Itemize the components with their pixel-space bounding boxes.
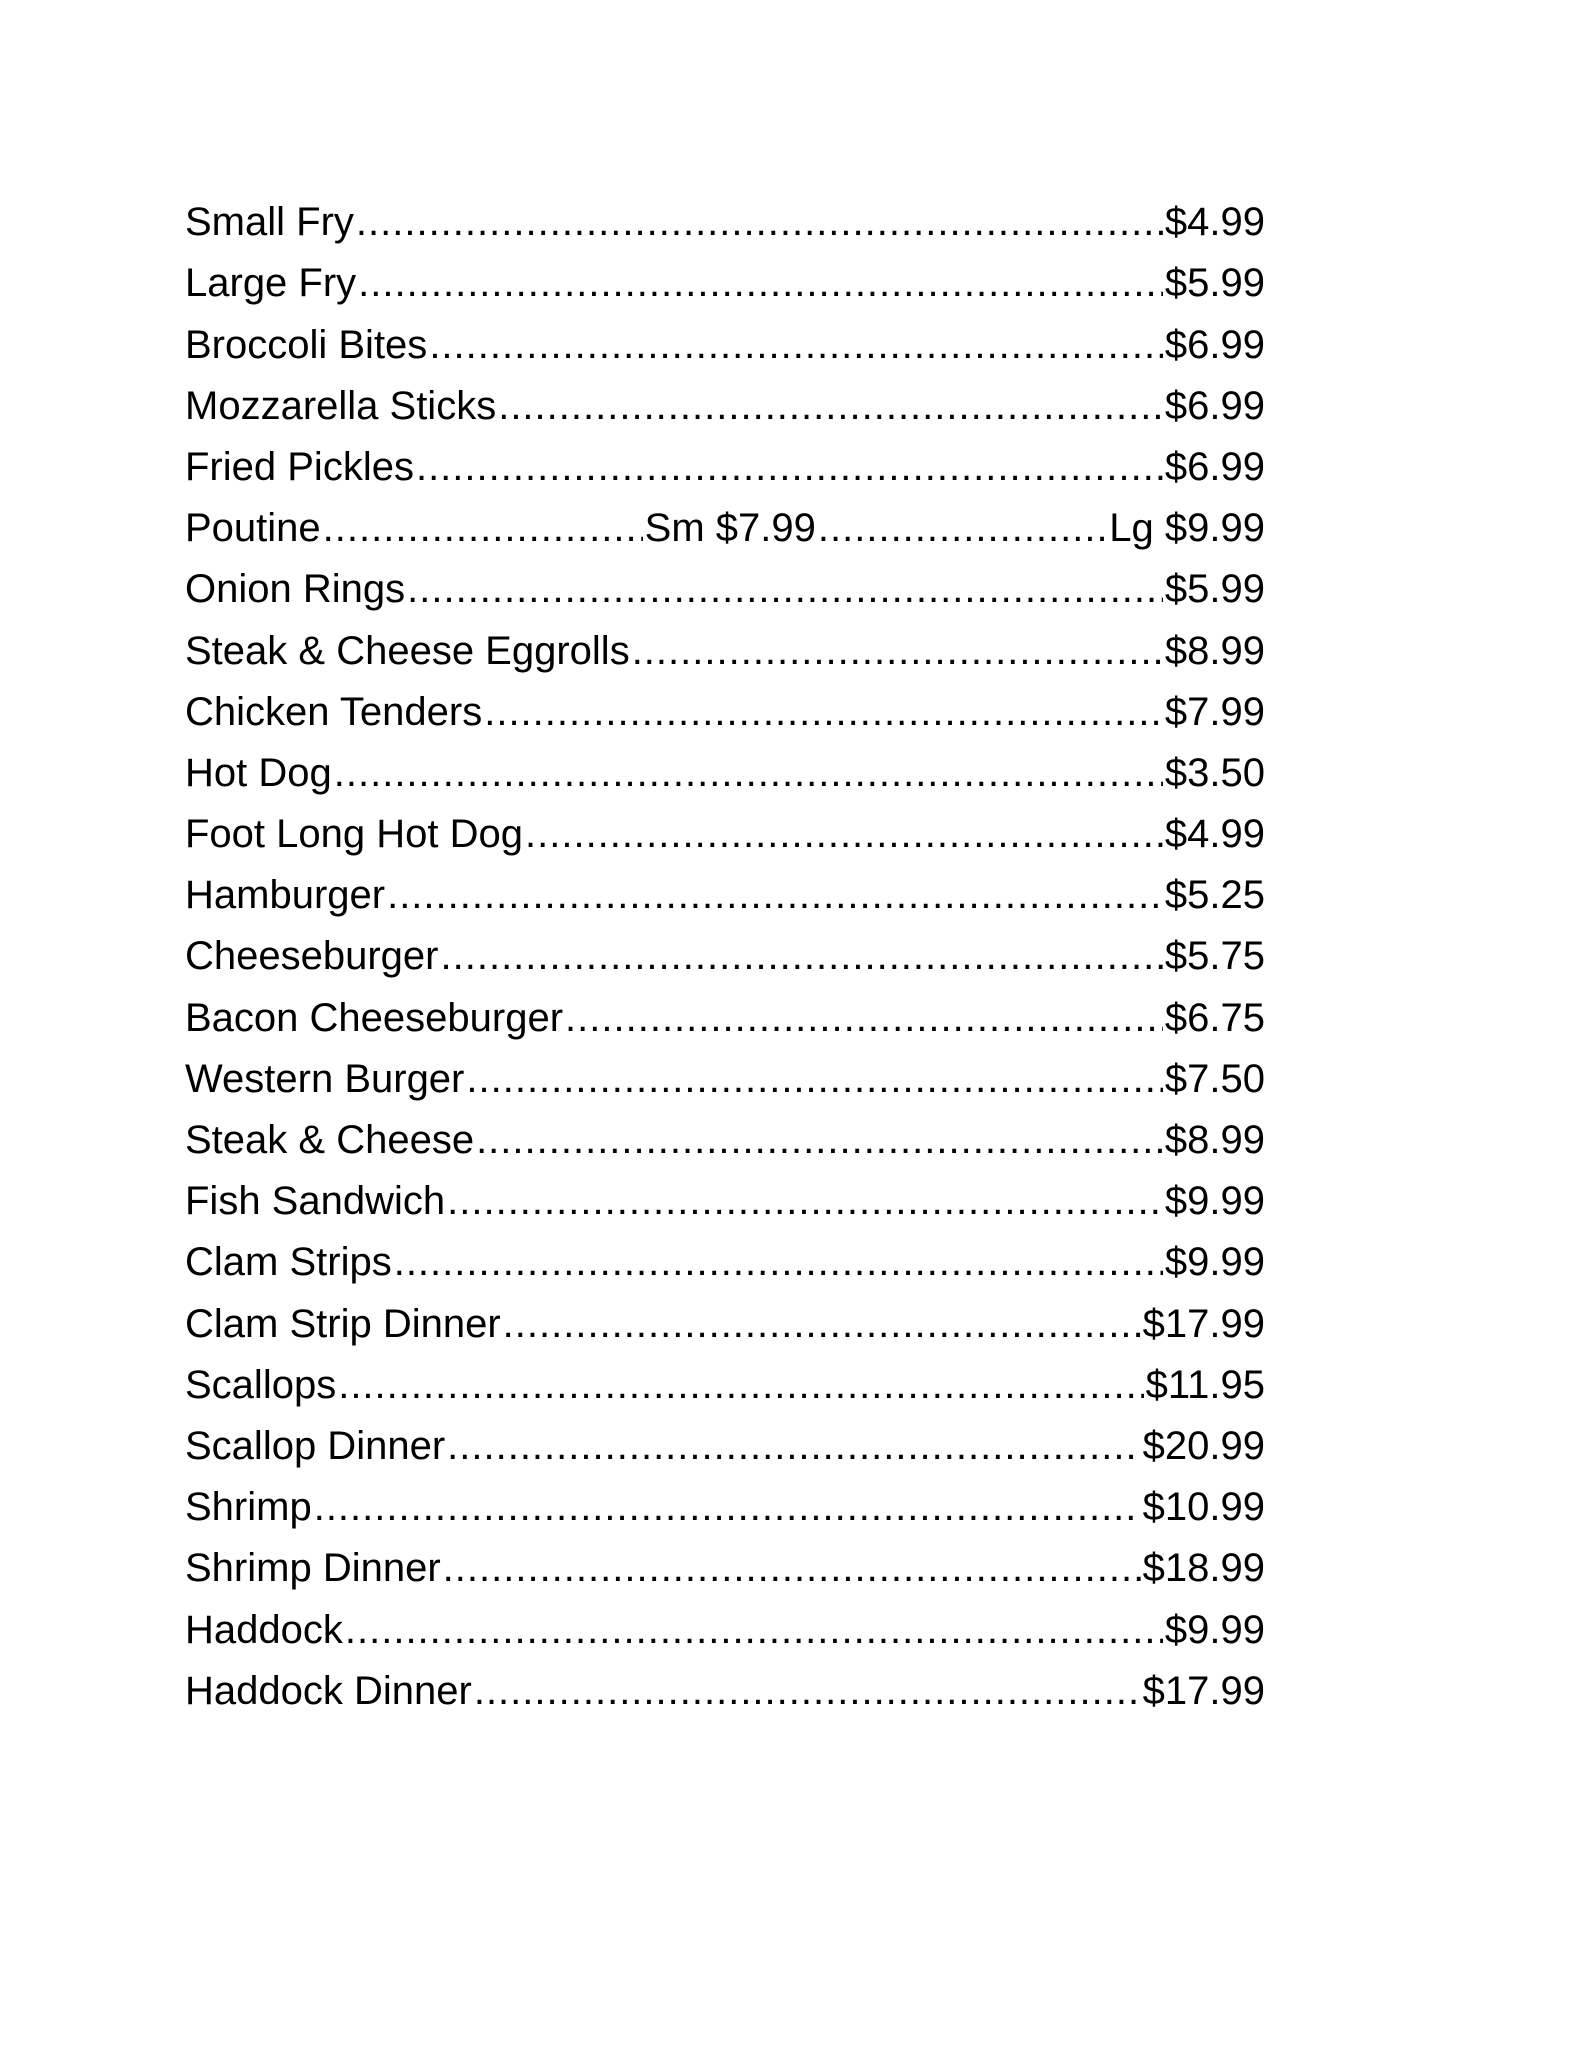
- item-name: Steak & Cheese: [185, 1118, 475, 1162]
- item-price: $17.99: [1142, 1668, 1265, 1713]
- item-name: Hamburger: [185, 873, 386, 918]
- item-price: $9.99: [1164, 1240, 1265, 1285]
- list-item: [185, 921, 1265, 982]
- item-large-price: Lg $9.99: [1109, 506, 1265, 551]
- item-name: Cheeseburger: [185, 934, 439, 979]
- item-price: $5.25: [1164, 873, 1265, 918]
- item-name: Scallop Dinner: [185, 1423, 446, 1468]
- item-price: $9.99: [1164, 1179, 1265, 1224]
- item-price: $5.99: [1164, 567, 1265, 612]
- list-item: [185, 493, 1265, 554]
- item-price: $10.99: [1142, 1485, 1265, 1530]
- list-item: [185, 982, 1265, 1043]
- list-item: [185, 1656, 1265, 1717]
- item-name: Mozzarella Sticks: [185, 383, 497, 428]
- item-price: $5.99: [1164, 261, 1265, 306]
- item-name: Foot Long Hot Dog: [185, 812, 523, 857]
- dot-leader: [484, 686, 1163, 738]
- item-price: $3.50: [1164, 750, 1265, 795]
- dot-leader: [387, 869, 1163, 921]
- item-name: Fried Pickles: [185, 444, 414, 489]
- item-name: Shrimp Dinner: [185, 1546, 441, 1591]
- dot-leader: [443, 1542, 1141, 1594]
- list-item: [185, 432, 1265, 493]
- dot-leader: [441, 930, 1163, 982]
- item-name: Haddock: [185, 1607, 343, 1652]
- item-name: Scallops: [185, 1362, 337, 1407]
- item-price: $6.99: [1164, 444, 1265, 489]
- list-item: [185, 309, 1265, 370]
- item-name: Clam Strip Dinner: [185, 1301, 501, 1346]
- list-item: [185, 677, 1265, 738]
- dot-leader: [338, 1359, 1143, 1411]
- dot-leader: [358, 257, 1163, 309]
- list-item: [185, 1594, 1265, 1655]
- item-price: $9.99: [1164, 1607, 1265, 1652]
- menu-list: [185, 187, 1265, 1717]
- item-price: $17.99: [1142, 1301, 1265, 1346]
- list-item: [185, 1411, 1265, 1472]
- item-price: $18.99: [1142, 1546, 1265, 1591]
- dot-leader: [407, 563, 1163, 615]
- dot-leader: [323, 502, 643, 554]
- item-name: Hot Dog: [185, 750, 332, 795]
- item-small-price: Sm $7.99: [644, 506, 816, 551]
- list-item: [185, 1044, 1265, 1105]
- list-item: [185, 860, 1265, 921]
- dot-leader: [334, 747, 1163, 799]
- item-price: $6.99: [1164, 322, 1265, 367]
- dot-leader: [474, 1665, 1141, 1717]
- item-price: $6.75: [1164, 995, 1265, 1040]
- list-item: [185, 1166, 1265, 1227]
- dot-leader: [466, 1053, 1163, 1105]
- list-item: [185, 799, 1265, 860]
- item-price: $7.50: [1164, 1056, 1265, 1101]
- item-price: $11.95: [1145, 1362, 1265, 1407]
- list-item: [185, 1472, 1265, 1533]
- item-price: $5.75: [1164, 934, 1265, 979]
- list-item: [185, 1350, 1265, 1411]
- list-item: [185, 248, 1265, 309]
- dot-leader: [314, 1481, 1141, 1533]
- list-item: [185, 187, 1265, 248]
- item-price: $4.99: [1164, 812, 1265, 857]
- item-name: Shrimp: [185, 1485, 312, 1530]
- dot-leader: [565, 992, 1163, 1044]
- dot-leader: [632, 625, 1163, 677]
- list-item: [185, 371, 1265, 432]
- list-item: [185, 554, 1265, 615]
- item-price: $8.99: [1164, 1118, 1265, 1162]
- item-name: Bacon Cheeseburger: [185, 995, 564, 1040]
- dot-leader: [525, 808, 1163, 860]
- item-name: Fish Sandwich: [185, 1179, 446, 1224]
- dot-leader: [476, 1114, 1163, 1166]
- item-price: $7.99: [1164, 689, 1265, 734]
- item-name: Western Burger: [185, 1056, 465, 1101]
- dot-leader: [447, 1420, 1141, 1472]
- dot-leader: [356, 196, 1163, 248]
- dot-leader: [416, 441, 1163, 493]
- item-name: Haddock Dinner: [185, 1668, 472, 1713]
- dot-leader: [429, 319, 1163, 371]
- dot-leader: [447, 1175, 1163, 1227]
- item-price: $4.99: [1164, 200, 1265, 245]
- item-name: Steak & Cheese Eggrolls: [185, 628, 630, 673]
- item-name: Clam Strips: [185, 1240, 392, 1285]
- item-price: $8.99: [1164, 628, 1265, 673]
- list-item: [185, 615, 1265, 676]
- dot-leader: [498, 380, 1163, 432]
- dot-leader: [818, 502, 1107, 554]
- item-name: Chicken Tenders: [185, 689, 483, 734]
- list-item: [185, 1288, 1265, 1349]
- list-item: [185, 1105, 1265, 1166]
- list-item: [185, 738, 1265, 799]
- list-item: [185, 1533, 1265, 1594]
- item-name: Large Fry: [185, 261, 357, 306]
- item-price: $20.99: [1142, 1423, 1265, 1468]
- dot-leader: [503, 1298, 1141, 1350]
- item-name: Onion Rings: [185, 567, 406, 612]
- item-name: Small Fry: [185, 200, 354, 245]
- item-price: $6.99: [1164, 383, 1265, 428]
- item-name: Poutine: [185, 506, 321, 551]
- list-item: [185, 1227, 1265, 1288]
- item-name: Broccoli Bites: [185, 322, 428, 367]
- dot-leader: [345, 1604, 1163, 1656]
- dot-leader: [394, 1236, 1163, 1288]
